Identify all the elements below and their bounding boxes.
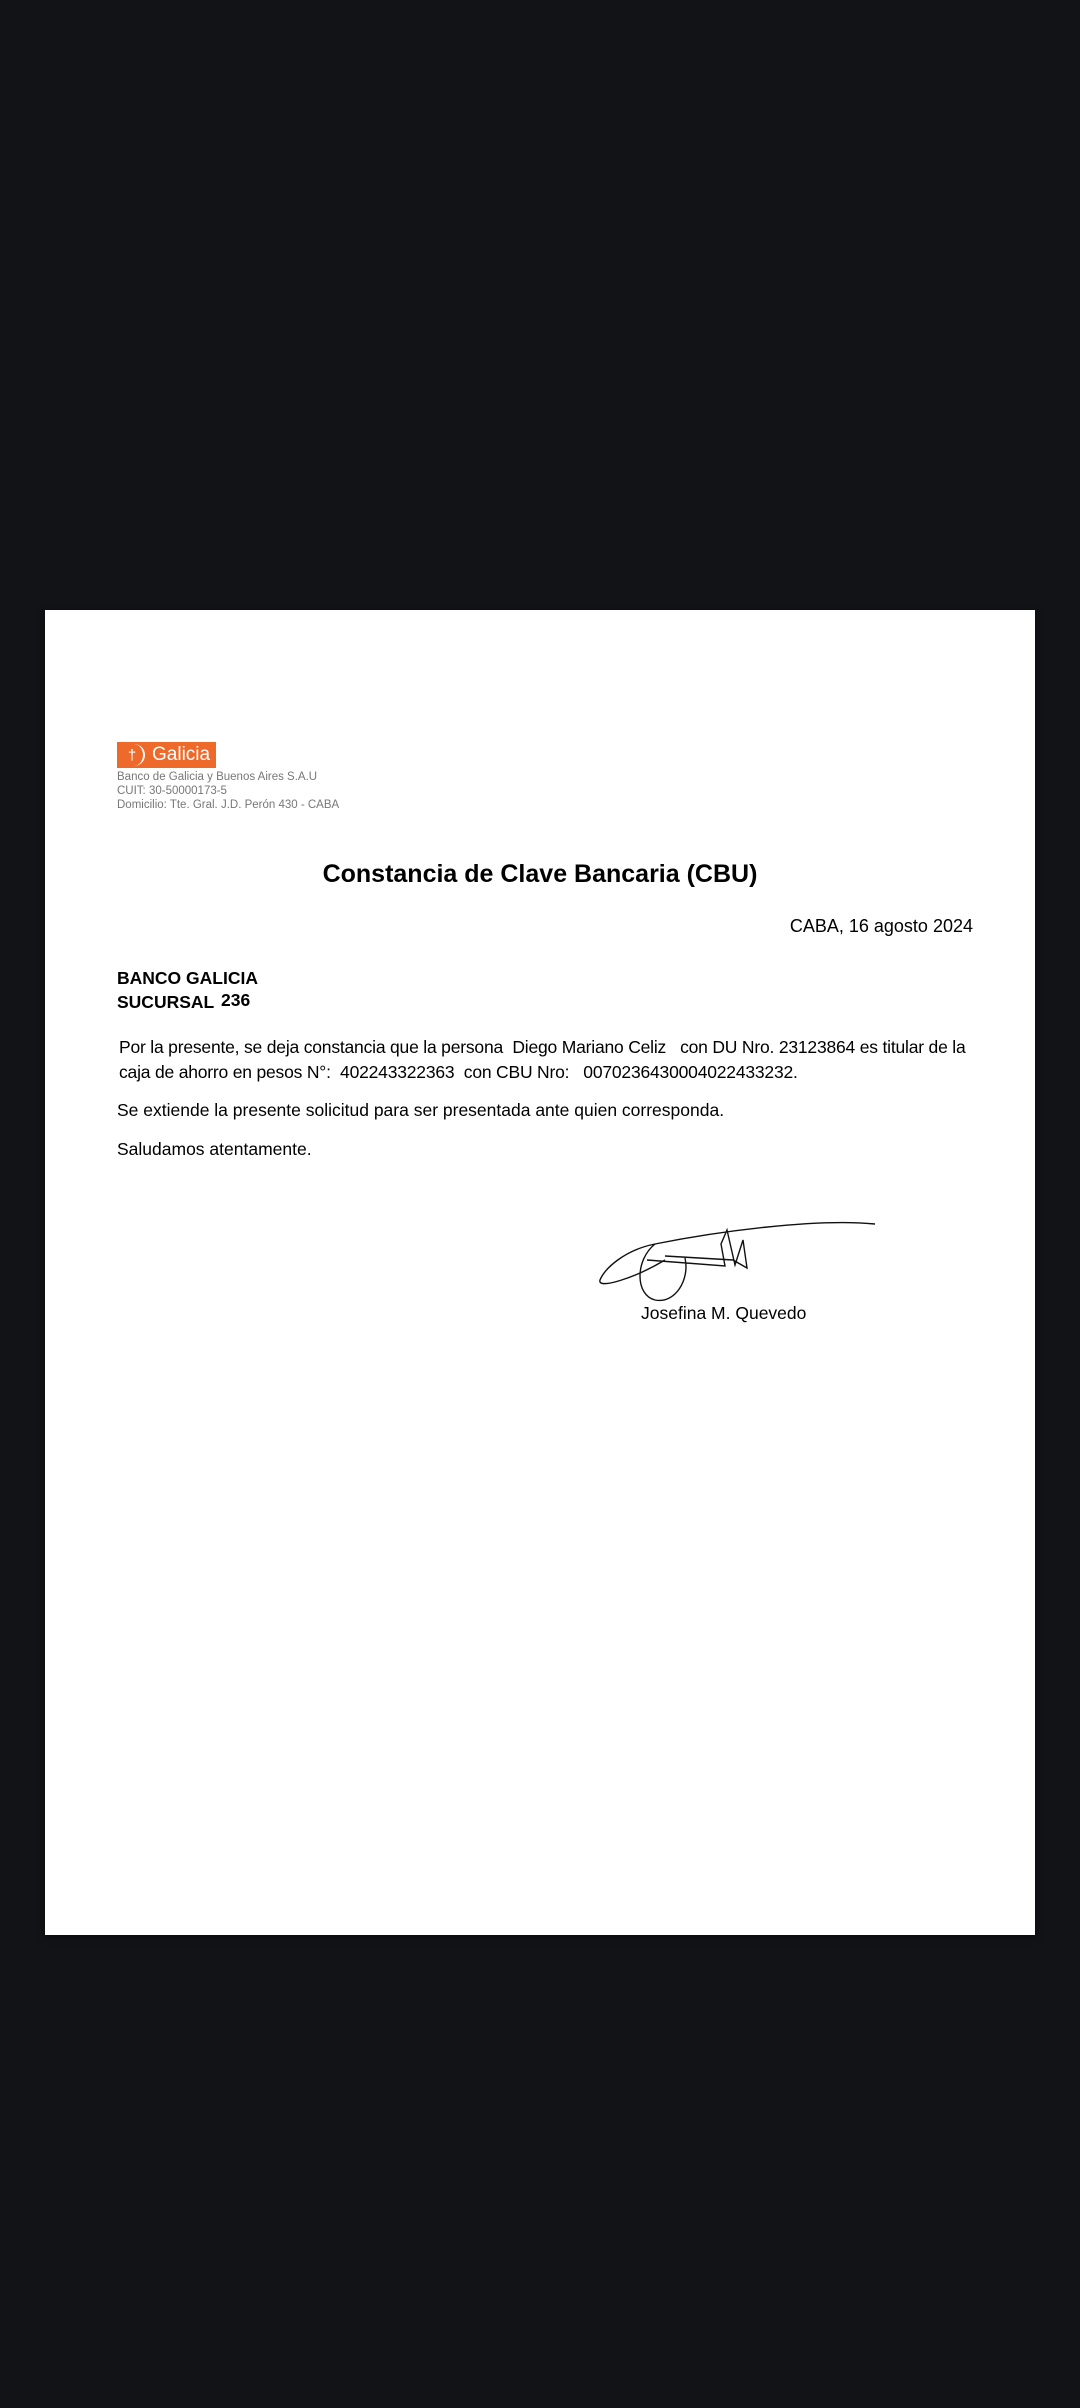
company-cuit: CUIT: 30-50000173-5 bbox=[117, 785, 227, 797]
signature bbox=[595, 1210, 885, 1310]
logo-text: Galicia bbox=[152, 744, 211, 765]
branch-label: SUCURSAL bbox=[117, 992, 215, 1012]
signer-name: Josefina M. Quevedo bbox=[641, 1303, 807, 1323]
company-name: Banco de Galicia y Buenos Aires S.A.U bbox=[117, 771, 318, 783]
page-title: Constancia de Clave Bancaria (CBU) bbox=[322, 860, 758, 888]
paragraph-line-2: caja de ahorro en pesos N°: 402243322363 con CBU Nro: 0070236430004022433232. bbox=[119, 1062, 798, 1082]
bank-name: BANCO GALICIA bbox=[117, 968, 258, 988]
galicia-logo bbox=[117, 742, 216, 768]
paragraph-line-1: Por la presente, se deja constancia que la persona Diego Mariano Celiz con DU Nro. 23123864 es titular de la bbox=[119, 1037, 966, 1057]
closing: Saludamos atentamente. bbox=[117, 1139, 312, 1159]
company-address: Domicilio: Tte. Gral. J.D. Perón 430 - CABA bbox=[117, 799, 340, 811]
document-date: CABA, 16 agosto 2024 bbox=[789, 916, 973, 936]
branch-number: 236 bbox=[221, 990, 251, 1010]
paragraph-request: Se extiende la presente solicitud para ser presentada ante quien corresponda. bbox=[117, 1100, 725, 1120]
cross-icon: † bbox=[121, 744, 145, 766]
document-page bbox=[45, 610, 1035, 1935]
